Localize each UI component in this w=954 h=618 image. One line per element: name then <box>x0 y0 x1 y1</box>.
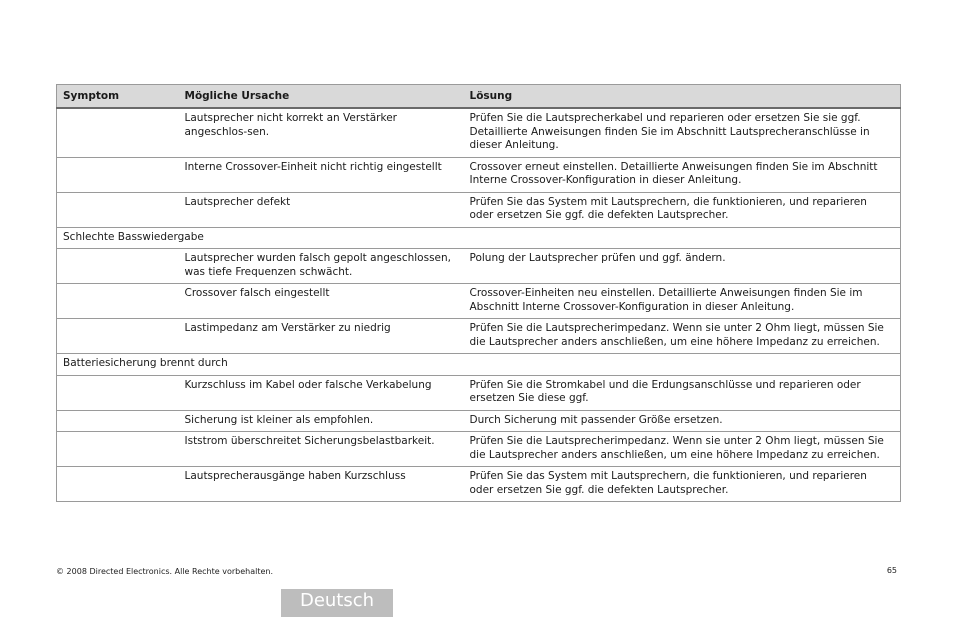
table-row <box>57 157 901 192</box>
table-row <box>57 284 901 319</box>
copyright-text: © 2008 Directed Electronics. Alle Rechte vorbehalten. <box>56 567 273 576</box>
cause-cell <box>179 227 464 249</box>
cause-cell: Kurzschluss im Kabel oder falsche Verkabelung <box>179 375 464 410</box>
solution-cell: Prüfen Sie die Lautsprecherimpedanz. Wenn sie unter 2 Ohm liegt, müssen Sie die Lautsprecher anders anschließen, um eine höhere Impedanz zu erreichen. <box>464 319 901 354</box>
solution-cell: Prüfen Sie das System mit Lautsprechern, die funktionieren, und reparieren oder ersetzen Sie ggf. die defekten Lautsprecher. <box>464 467 901 502</box>
cause-cell: Lautsprecher defekt <box>179 192 464 227</box>
cause-cell: Lautsprecherausgänge haben Kurzschluss <box>179 467 464 502</box>
symptom-cell <box>57 108 179 157</box>
cause-cell: Interne Crossover-Einheit nicht richtig eingestellt <box>179 157 464 192</box>
symptom-cell <box>57 192 179 227</box>
symptom-cell <box>57 375 179 410</box>
table-row <box>57 375 901 410</box>
table-row <box>57 319 901 354</box>
solution-cell <box>464 227 901 249</box>
cause-cell: Lautsprecher wurden falsch gepolt angeschlossen, was tiefe Frequenzen schwächt. <box>179 249 464 284</box>
table-row <box>57 249 901 284</box>
table-row <box>57 410 901 432</box>
solution-cell: Prüfen Sie das System mit Lautsprechern, die funktionieren, und reparieren oder ersetzen Sie ggf. die defekten Lautsprecher. <box>464 192 901 227</box>
cause-cell: Sicherung ist kleiner als empfohlen. <box>179 410 464 432</box>
solution-cell: Prüfen Sie die Lautsprecherimpedanz. Wenn sie unter 2 Ohm liegt, müssen Sie die Lautsprecher anders anschließen, um eine höhere Impedanz zu erreichen. <box>464 432 901 467</box>
language-tab: Deutsch <box>281 589 393 617</box>
symptom-cell <box>57 157 179 192</box>
solution-cell: Crossover erneut einstellen. Detaillierte Anweisungen finden Sie im Abschnitt Interne Crossover-Konfiguration in dieser Anleitung. <box>464 157 901 192</box>
solution-cell <box>464 354 901 376</box>
header-symptom: Symptom <box>57 85 179 109</box>
solution-cell: Prüfen Sie die Lautsprecherkabel und reparieren oder ersetzen Sie sie ggf. Detaillierte Anweisungen finden Sie im Abschnitt Lautsprecheranschlüsse in dieser Anleitung. <box>464 108 901 157</box>
solution-cell: Prüfen Sie die Stromkabel und die Erdungsanschlüsse und reparieren oder ersetzen Sie diese ggf. <box>464 375 901 410</box>
solution-cell: Crossover-Einheiten neu einstellen. Detaillierte Anweisungen finden Sie im Abschnitt Interne Crossover-Konfiguration in dieser Anleitung. <box>464 284 901 319</box>
symptom-cell <box>57 249 179 284</box>
table-row <box>57 108 901 157</box>
symptom-cell <box>57 319 179 354</box>
symptom-cell <box>57 410 179 432</box>
symptom-cell: Schlechte Basswiedergabe <box>57 227 179 249</box>
cause-cell: Lastimpedanz am Verstärker zu niedrig <box>179 319 464 354</box>
header-solution: Lösung <box>464 85 901 109</box>
table-row-symptom-group <box>57 227 901 249</box>
table-header-row <box>57 85 901 109</box>
table-row-symptom-group <box>57 354 901 376</box>
symptom-cell <box>57 284 179 319</box>
cause-cell: Crossover falsch eingestellt <box>179 284 464 319</box>
page-number: 65 <box>886 566 897 575</box>
table-row <box>57 192 901 227</box>
solution-cell: Durch Sicherung mit passender Größe ersetzen. <box>464 410 901 432</box>
symptom-cell <box>57 467 179 502</box>
header-cause: Mögliche Ursache <box>179 85 464 109</box>
troubleshooting-table <box>56 84 901 502</box>
symptom-cell <box>57 432 179 467</box>
cause-cell: Iststrom überschreitet Sicherungsbelastbarkeit. <box>179 432 464 467</box>
cause-cell: Lautsprecher nicht korrekt an Verstärker angeschlos-sen. <box>179 108 464 157</box>
table-row <box>57 432 901 467</box>
symptom-cell: Batteriesicherung brennt durch <box>57 354 179 376</box>
solution-cell: Polung der Lautsprecher prüfen und ggf. ändern. <box>464 249 901 284</box>
table-row <box>57 467 901 502</box>
